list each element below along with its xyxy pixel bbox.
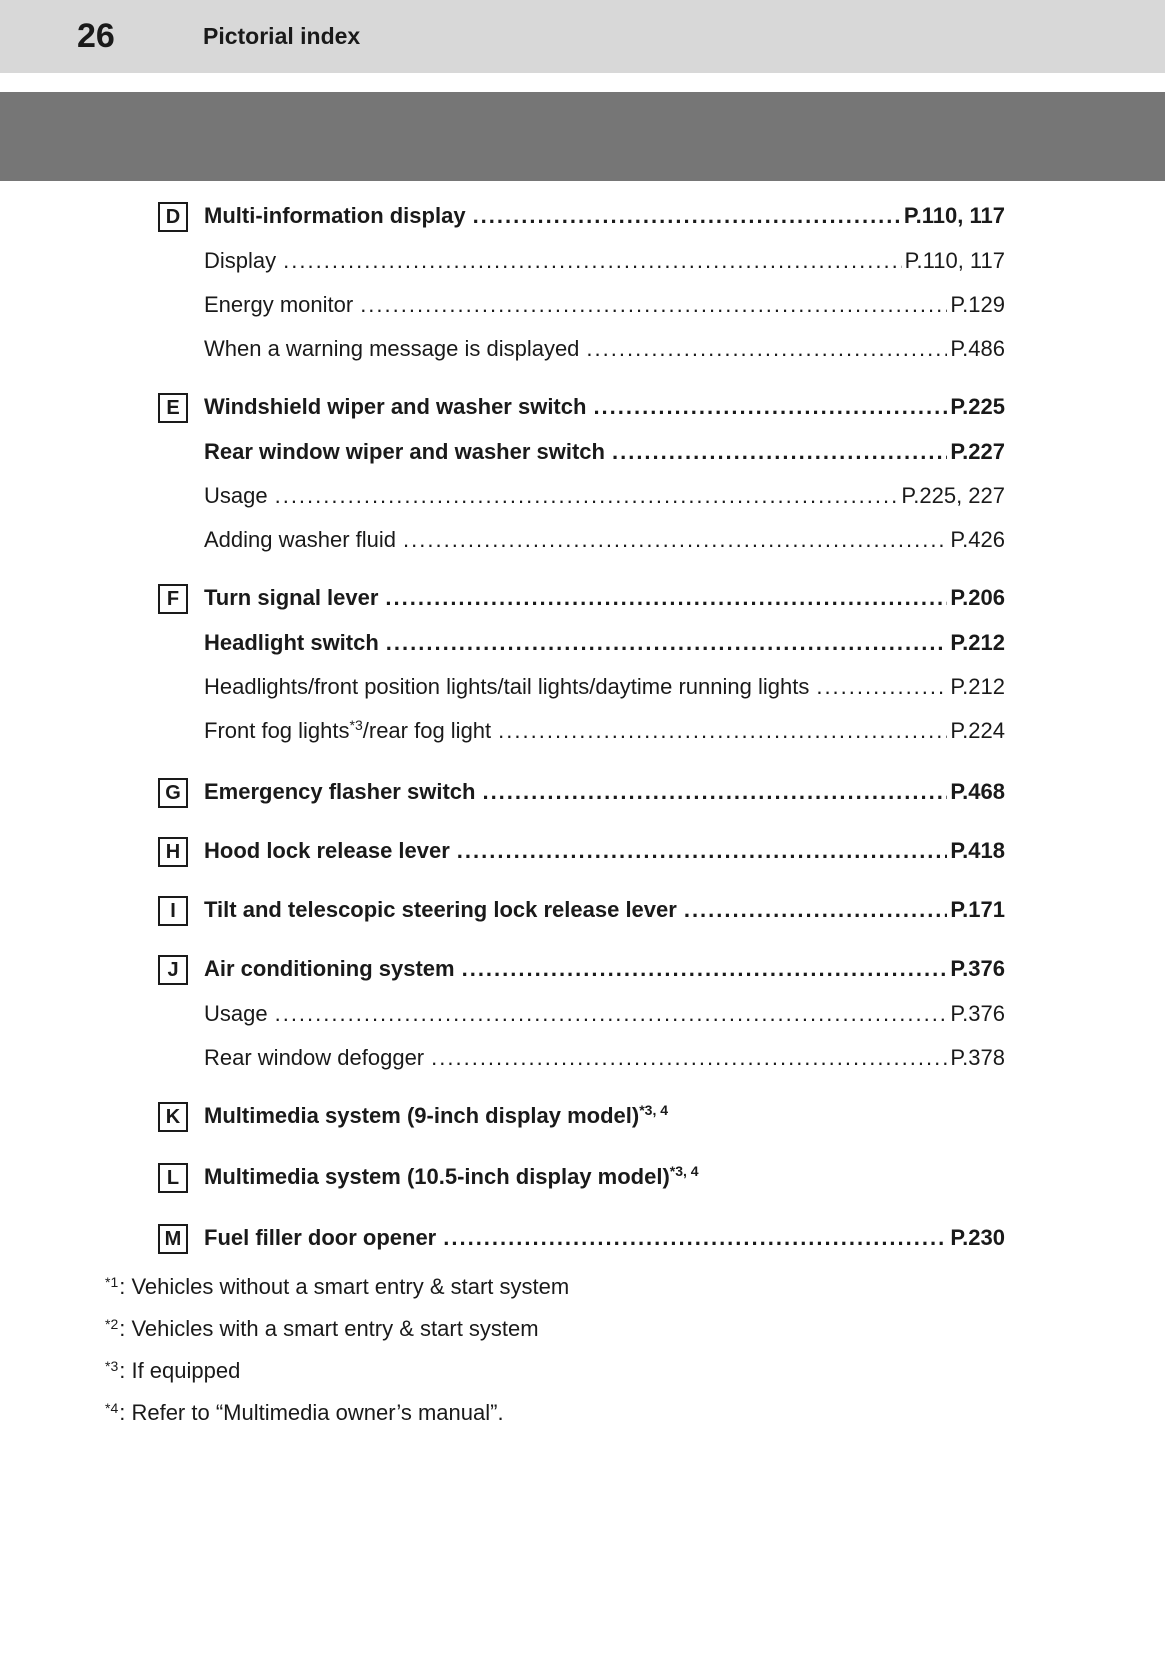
dot-leader (403, 524, 947, 555)
toc-entry-label: Hood lock release lever (204, 838, 450, 863)
toc-entry (158, 436, 1005, 467)
dot-leader (473, 200, 901, 231)
footnote-marker: *2 (105, 1316, 119, 1332)
toc-entry-label: Front fog lights (204, 718, 350, 743)
toc-entry (158, 776, 1005, 808)
footnote-text: : If equipped (119, 1358, 241, 1383)
footnote-reference: *3 (349, 717, 363, 733)
footnote-text: : Vehicles with a smart entry & start system (119, 1316, 539, 1341)
section-letter-box: J (158, 955, 188, 985)
toc-entry (158, 391, 1005, 423)
dot-leader (275, 480, 899, 511)
toc-entry (158, 894, 1005, 926)
dot-leader (498, 715, 947, 746)
footnote-marker: *1 (105, 1274, 119, 1290)
dot-leader (482, 776, 947, 807)
dot-leader (612, 436, 947, 467)
toc-entry-label: Headlights/front position lights/tail lights/daytime running lights (204, 674, 810, 699)
toc-entry-label: Air conditioning system (204, 956, 455, 981)
toc-page-ref: P.468 (950, 779, 1005, 804)
toc-entry-label: Rear window defogger (204, 1045, 425, 1070)
section-letter-box: L (158, 1163, 188, 1193)
page-header (0, 0, 1165, 73)
footnote-reference: *3, 4 (669, 1163, 699, 1179)
toc-entry-label: Headlight switch (204, 630, 379, 655)
toc-entry-label: Rear window wiper and washer switch (204, 439, 605, 464)
toc-entry-label: Turn signal lever (204, 585, 379, 610)
toc-entry (158, 953, 1005, 985)
footnote (105, 1356, 1045, 1388)
toc-entry (158, 289, 1005, 320)
dot-leader (586, 333, 947, 364)
toc-entry (158, 200, 1005, 232)
toc-page-ref: P.110, 117 (904, 248, 1005, 273)
footnotes (0, 1272, 1165, 1430)
toc-entry (158, 524, 1005, 555)
toc-entry-label: Fuel filler door opener (204, 1225, 437, 1250)
dot-leader (593, 391, 947, 422)
footnote-text: : Vehicles without a smart entry & start system (119, 1274, 570, 1299)
footnote (105, 1398, 1045, 1430)
section-letter-box: I (158, 896, 188, 926)
toc-page-ref: P.418 (950, 838, 1005, 863)
toc-entry (158, 1161, 1005, 1195)
toc-entry-label: Usage (204, 483, 268, 508)
toc-entry (158, 715, 1005, 749)
page-title: Pictorial index (203, 23, 361, 49)
footnote-marker: *4 (105, 1400, 119, 1416)
toc-entry (158, 627, 1005, 658)
section-letter-box: F (158, 584, 188, 614)
toc-page-ref: P.378 (950, 1045, 1005, 1070)
dot-leader (431, 1042, 947, 1073)
toc-entry-label: Display (204, 248, 277, 273)
dot-leader (457, 835, 948, 866)
toc-page-ref: P.206 (950, 585, 1005, 610)
toc-entry (158, 671, 1005, 702)
section-letter-box: H (158, 837, 188, 867)
toc-page-ref: P.376 (950, 956, 1005, 981)
toc-entry-label: Energy monitor (204, 292, 354, 317)
toc-entry-label: Multi-information display (204, 203, 466, 228)
footnote (105, 1314, 1045, 1346)
toc-page-ref: P.110, 117 (903, 203, 1005, 228)
toc-entry-label: Multimedia system (10.5-inch display model) (204, 1164, 670, 1189)
footnote-marker: *3 (105, 1358, 119, 1374)
dot-leader (684, 894, 948, 925)
toc-page-ref: P.426 (950, 527, 1005, 552)
footnote-reference: *3, 4 (639, 1102, 669, 1118)
toc-entry (158, 333, 1005, 364)
dot-leader (385, 582, 947, 613)
toc-page-ref: P.212 (950, 630, 1005, 655)
section-letter-box: K (158, 1102, 188, 1132)
footnote-text: : Refer to “Multimedia owner’s manual”. (119, 1400, 504, 1425)
section-letter-box: E (158, 393, 188, 423)
toc-entry (158, 1042, 1005, 1073)
toc-entry (158, 1100, 1005, 1134)
pictorial-index-list (0, 200, 1165, 1254)
toc-entry (158, 835, 1005, 867)
footnote (105, 1272, 1045, 1304)
toc-page-ref: P.212 (950, 674, 1005, 699)
toc-entry-label: Usage (204, 1001, 268, 1026)
toc-page-ref: P.225 (950, 394, 1005, 419)
dot-leader (386, 627, 948, 658)
toc-entry-label: Windshield wiper and washer switch (204, 394, 587, 419)
section-divider-band (0, 92, 1165, 181)
toc-page-ref: P.224 (950, 718, 1005, 743)
toc-entry (158, 582, 1005, 614)
toc-page-ref: P.376 (950, 1001, 1005, 1026)
dot-leader (462, 953, 948, 984)
toc-page-ref: P.227 (950, 439, 1005, 464)
section-letter-box: D (158, 202, 188, 232)
toc-entry (158, 998, 1005, 1029)
dot-leader (816, 671, 947, 702)
dot-leader (283, 245, 902, 276)
toc-page-ref: P.230 (950, 1225, 1005, 1250)
toc-entry-label: Multimedia system (9-inch display model) (204, 1103, 640, 1128)
section-letter-box: M (158, 1224, 188, 1254)
toc-page-ref: P.486 (950, 336, 1005, 361)
toc-page-ref: P.171 (950, 897, 1005, 922)
toc-entry (158, 1222, 1005, 1254)
dot-leader (360, 289, 947, 320)
dot-leader (443, 1222, 947, 1253)
toc-entry (158, 245, 1005, 276)
toc-entry-label: Emergency flasher switch (204, 779, 476, 804)
toc-entry-label: When a warning message is displayed (204, 336, 580, 361)
toc-entry-label: Tilt and telescopic steering lock release lever (204, 897, 677, 922)
toc-page-ref: P.129 (950, 292, 1005, 317)
page-number: 26 (77, 17, 115, 55)
section-letter-box: G (158, 778, 188, 808)
dot-leader (275, 998, 948, 1029)
toc-entry (158, 480, 1005, 511)
toc-entry-label: Adding washer fluid (204, 527, 397, 552)
toc-entry-label: /rear fog light (362, 718, 492, 743)
toc-page-ref: P.225, 227 (901, 483, 1005, 508)
